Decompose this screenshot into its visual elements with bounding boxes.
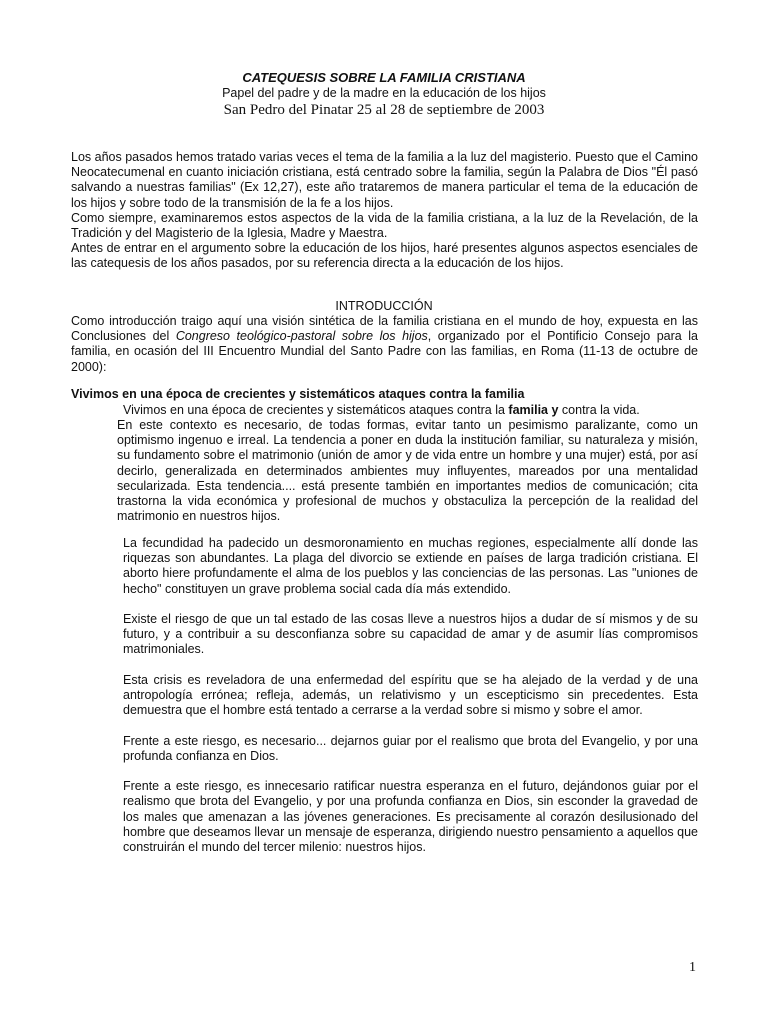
document-subtitle: Papel del padre y de la madre en la educación de los hijos xyxy=(222,86,546,100)
document-title: CATEQUESIS SOBRE LA FAMILIA CRISTIANA xyxy=(242,70,526,85)
introduccion-text-b: , organizado por el Pontificio Consejo para la familia, en ocasión del III Encuentro Mundial del Santo Padre con las familias, en Roma (11-13 de octubre de 2000): xyxy=(71,329,699,374)
introduccion-text-a: Como introducción traigo aquí una visión sintética de la familia cristiana en el mundo de hoy, expuesta en las Conclusiones del xyxy=(71,314,698,344)
intro-paragraph-3: Antes de entrar en el argumento sobre la educación de los hijos, haré presentes algunos aspectos esenciales de las catequesis de los años pasados, por su referencia directa a la educación de los hijos. xyxy=(71,241,698,271)
quote-paragraph-3: Esta crisis es reveladora de una enfermedad del espíritu que se ha alejado de la verdad y de una antropología errónea; refleja, además, un relativismo y un escepticismo sin precedentes. Esta demuestra que el hombre está tentado a cerrarse a la verdad sobre si mismo y sobre el amor. xyxy=(123,672,698,718)
contexto-paragraph xyxy=(117,418,698,524)
quote-paragraph-4: Frente a este riesgo, es necesario... dejarnos guiar por el realismo que brota del Evangelio, y por una profunda confianza en Dios. xyxy=(123,733,698,763)
lead-text-b: contra la vida. xyxy=(558,403,640,417)
section-heading: Vivimos en una época de crecientes y sistemáticos ataques contra la familia xyxy=(71,387,525,401)
intro-section xyxy=(71,150,698,272)
quote-paragraph-2: Existe el riesgo de que un tal estado de las cosas lleve a nuestros hijos a dudar de sí mismos y de su futuro, y a contribuir a su desconfianza sobre su capacidad de amar y de asumir lías compromisos matrimoniales. xyxy=(123,612,698,657)
intro-paragraph-2: Como siempre, examinaremos estos aspectos de la vida de la familia cristiana, a la luz de la Revelación, de la Tradición y del Magisterio de la Iglesia, Madre y Maestra. xyxy=(71,210,698,241)
quote-paragraph-5: Frente a este riesgo, es innecesario ratificar nuestra esperanza en el futuro, dejándonos guiar por el realismo que brota del Evangelio, y por una profunda confianza en Dios, sin esconder la gravedad de los males que amenazan a las jóvenes generaciones. Es precisamente al corazón desilusionado del hombre que deseamos llevar un mensaje de esperanza, dirigiendo nuestro pensamiento a aquellos que construirán el mundo del tercer milenio: nuestros hijos. xyxy=(123,779,698,854)
introduccion-paragraph xyxy=(71,314,698,375)
place-date: San Pedro del Pinatar 25 al 28 de septiembre de 2003 xyxy=(223,102,545,118)
page-number: 1 xyxy=(689,960,696,975)
quote-paragraph-1: La fecundidad ha padecido un desmoronamiento en muchas regiones, especialmente allí donde las riquezas son abundantes. La plaga del divorcio se extiende en países de larga tradición cristiana. El aborto hiere profundamente el alma de los pueblos y las conciencias de las personas. Las "uniones de hecho" constituyen un grave problema social cada día más extendido. xyxy=(123,536,698,596)
congress-title: Congreso teológico-pastoral sobre los hijos xyxy=(175,329,428,344)
document-header xyxy=(0,70,768,119)
section-lead xyxy=(123,403,698,418)
introduccion-heading: INTRODUCCIÓN xyxy=(335,299,433,313)
intro-paragraph-1: Los años pasados hemos tratado varias veces el tema de la familia a la luz del magisterio. Puesto que el Camino Neocatecumenal en cuanto iniciación cristiana, está centrado sobre la familia, según la Palabra de Dios "Él pasó salvando a nuestras familias" (Ex 12,27), este año trataremos de manera particular el tema de la educación de los hijos y sobre todo de la transmisión de la fe a los hijos. xyxy=(71,150,698,210)
lead-text-a: Vivimos en una época de crecientes y sistemáticos ataques contra la xyxy=(123,403,509,417)
lead-bold: familia y xyxy=(508,403,559,417)
quoted-section xyxy=(123,536,698,870)
contexto-text: En este contexto es necesario, de todas formas, evitar tanto un pesimismo paralizante, como un optimismo ingenuo e irreal. La tendencia a poner en duda la institución familiar, su naturaleza y misión, su fundamento sobre el matrimonio (unión de amor y de vida entre un hombre y una mujer) está, por así decirlo, generalizada en determinados ambientes muy influyentes, mareados por una mentalidad secularizada. Esta tendencia.... está presente también en importantes medios de comunicación; cita trastorna la vida económica y profesional de muchos y obstaculiza la percepción de la realidad del matrimonio en nuestros hijos. xyxy=(117,418,698,524)
